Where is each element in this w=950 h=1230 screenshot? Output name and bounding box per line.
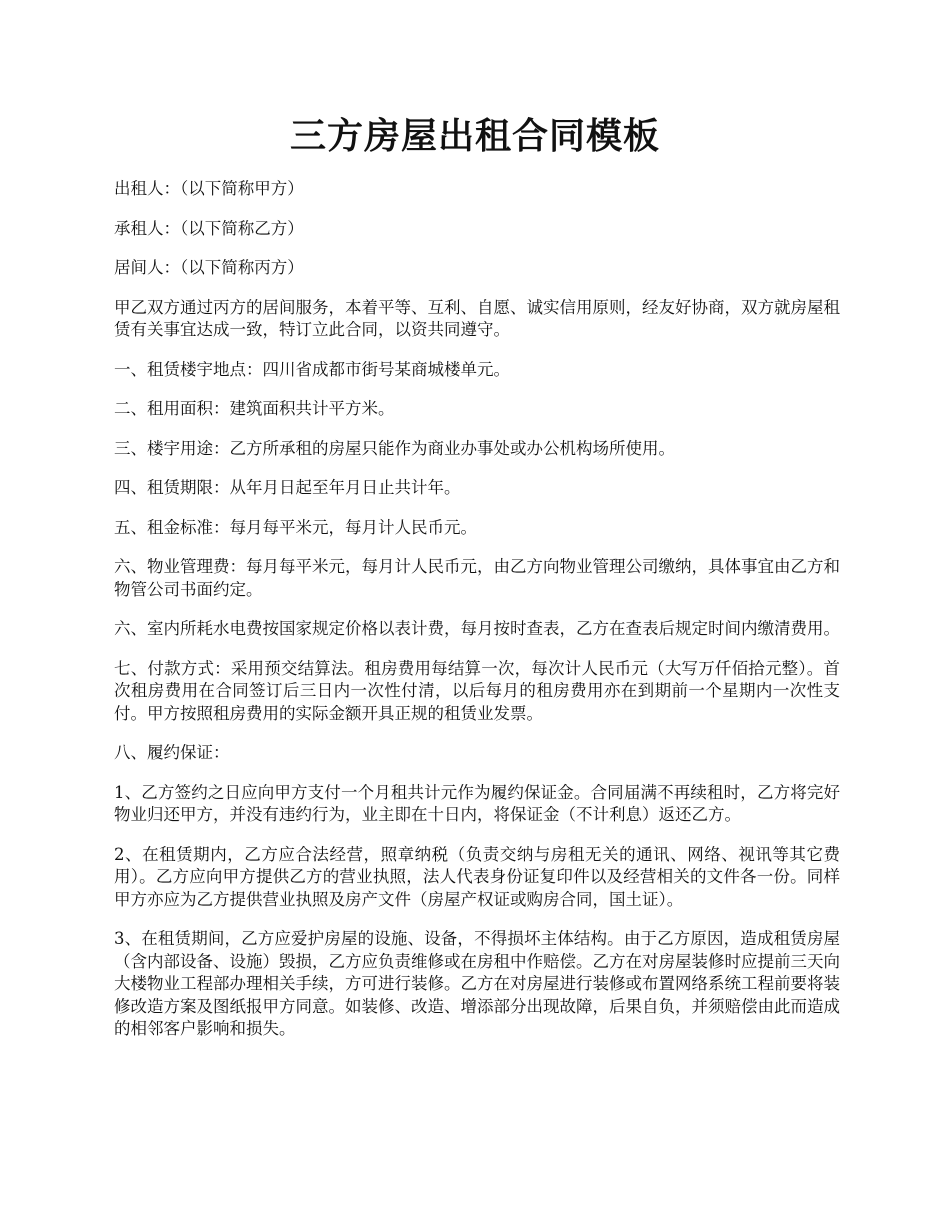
document-title: 三方房屋出租合同模板 xyxy=(289,115,660,157)
clause-usage: 三、楼宇用途：乙方所承租的房屋只能作为商业办事处或办公机构场所使用。 xyxy=(114,438,675,458)
intermediary-line: 居间人：（以下简称丙方） xyxy=(114,258,304,277)
clause-payment: 七、付款方式：采用预交结算法。租房费用每结算一次，每次计人民币元（大写万仟佰拾元整）。首次租房费用在合同签订后三日内一次性付清，以后每月的租房费用亦在到期前一个星期内一次性支付。甲方按照租房费用的实际金额开具正规的租赁业发票。 xyxy=(114,658,840,723)
guarantee-item-1: 1、乙方签约之日应向甲方支付一个月租共计元作为履约保证金。合同届满不再续租时，乙方将完好物业归还甲方，并没有违约行为，业主即在十日内，将保证金（不计利息）返还乙方。 xyxy=(114,782,840,824)
preamble-paragraph: 甲乙双方通过丙方的居间服务，本着平等、互利、自愿、诚实信用原则，经友好协商，双方就房屋租赁有关事宜达成一致，特订立此合同，以资共同遵守。 xyxy=(114,297,840,339)
guarantee-item-3: 3、在租赁期间，乙方应爱护房屋的设施、设备，不得损坏主体结构。由于乙方原因，造成租赁房屋（含内部设备、设施）毁损，乙方应负责维修或在房租中作赔偿。乙方在对房屋装修时应提前三天向大楼物业工程部办理相关手续，方可进行装修。乙方在对房屋进行装修或布置网络系统工程前要将装修改造方案及图纸报甲方同意。如装修、改造、增添部分出现故障，后果自负，并须赔偿由此而造成的相邻客户影响和损失。 xyxy=(114,929,840,1038)
guarantee-item-2: 2、在租赁期内，乙方应合法经营，照章纳税（负责交纳与房租无关的通讯、网络、视讯等其它费用）。乙方应向甲方提供乙方的营业执照，法人代表身份证复印件以及经营相关的文件各一份。同样甲方亦应为乙方提供营业执照及房产文件（房屋产权证或购房合同，国土证）。 xyxy=(114,844,840,909)
clause-utilities: 六、室内所耗水电费按国家规定价格以表计费，每月按时查表，乙方在查表后规定时间内缴清费用。 xyxy=(114,619,840,638)
clause-property-fee: 六、物业管理费：每月每平米元，每月计人民币元，由乙方向物业管理公司缴纳，具体事宜由乙方和物管公司书面约定。 xyxy=(114,557,840,599)
document-body xyxy=(114,178,840,1058)
clause-guarantee-heading: 八、履约保证： xyxy=(114,743,230,762)
clause-area: 二、租用面积：建筑面积共计平方米。 xyxy=(114,399,395,418)
lessor-line: 出租人：（以下简称甲方） xyxy=(114,179,304,198)
clause-rent: 五、租金标准：每月每平米元，每月计人民币元。 xyxy=(114,517,477,537)
clause-location: 一、租赁楼宇地点：四川省成都市街号某商城楼单元。 xyxy=(114,359,510,379)
clause-term: 四、租赁期限：从年月日起至年月日止共计年。 xyxy=(114,478,461,497)
lessee-line: 承租人：（以下简称乙方） xyxy=(114,218,304,238)
